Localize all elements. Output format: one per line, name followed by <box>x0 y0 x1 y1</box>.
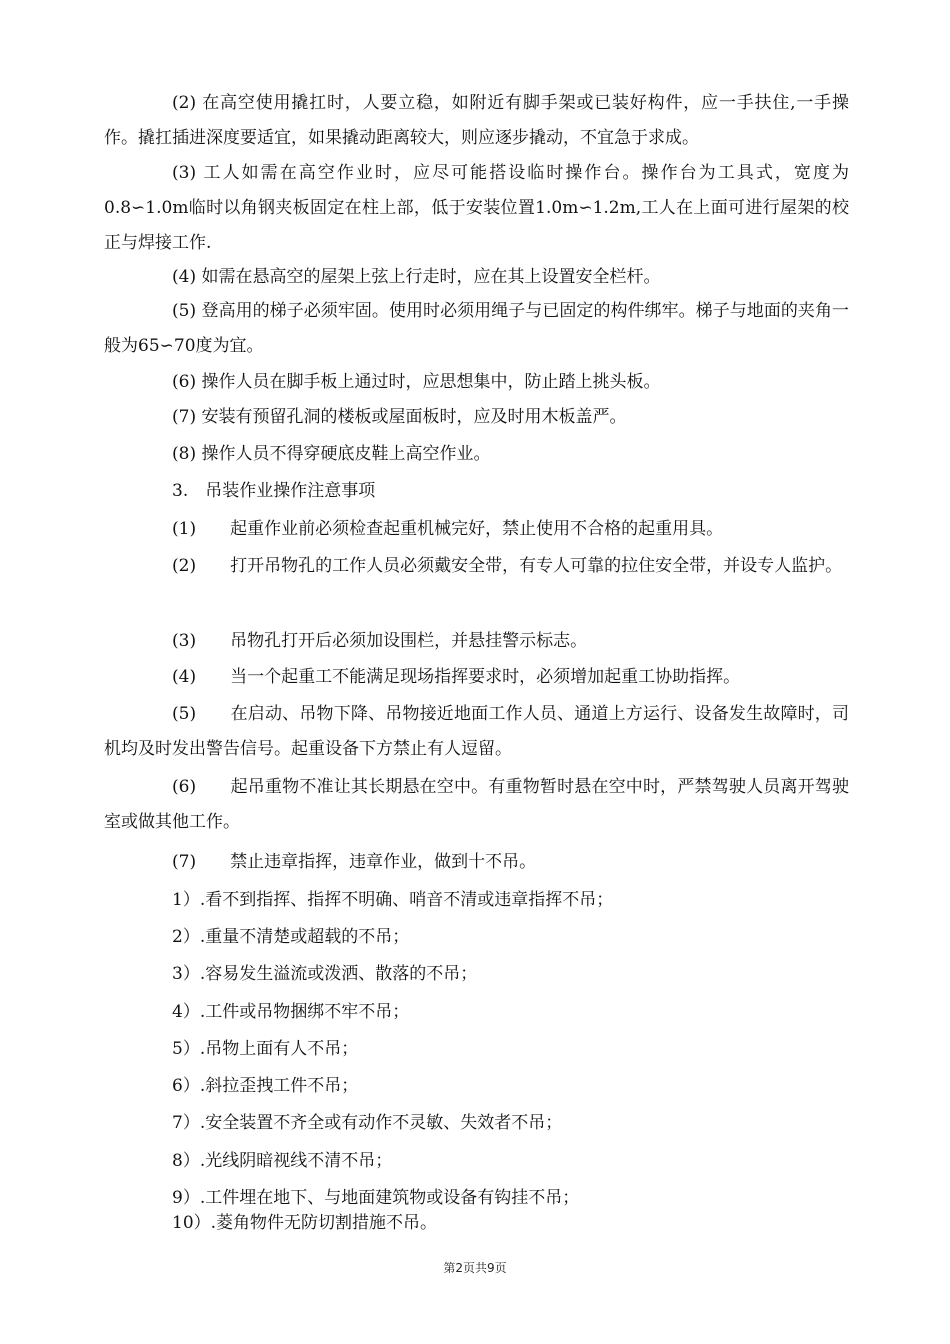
rule-item-9: 9）.工件埋在地下、与地面建筑物或设备有钩挂不吊； <box>172 1188 580 1208</box>
rule-item-4: 4）.工件或吊物捆绑不牢不吊； <box>172 1002 410 1022</box>
rule-item-8: 8）.光线阴暗视线不清不吊； <box>172 1151 393 1171</box>
rule-item-1: 1）.看不到指挥、指挥不明确、哨音不清或违章指挥不吊； <box>172 890 614 910</box>
paragraph-item-7: (7) 安装有预留孔洞的楼板或屋面板时，应及时用木板盖严。 <box>172 407 627 427</box>
lifting-item-6: (6) 起吊重物不准让其长期悬在空中。有重物暂时悬在空中时，严禁驾驶人员离开驾驶室或做其他工作。 <box>104 777 849 832</box>
section-heading: 3. 吊装作业操作注意事项 <box>172 481 376 501</box>
rule-item-10: 10）.菱角物件无防切割措施不吊。 <box>172 1213 438 1233</box>
lifting-item-1: (1) 起重作业前必须检查起重机械完好，禁止使用不合格的起重用具。 <box>172 519 724 539</box>
paragraph-item-2: (2) 在高空使用撬扛时，人要立稳，如附近有脚手架或已装好构件，应一手扶住,一手操作。撬扛插进深度要适宜，如果撬动距离较大，则应逐步撬动，不宜急于求成。 <box>104 93 849 148</box>
lifting-item-4: (4) 当一个起重工不能满足现场指挥要求时，必须增加起重工协助指挥。 <box>172 667 741 687</box>
rule-item-3: 3）.容易发生溢流或泼洒、散落的不吊； <box>172 964 478 984</box>
rule-item-6: 6）.斜拉歪拽工件不吊； <box>172 1076 359 1096</box>
lifting-item-2: (2) 打开吊物孔的工作人员必须戴安全带，有专人可靠的拉住安全带，并设专人监护。 <box>172 556 843 576</box>
paragraph-item-4: (4) 如需在悬高空的屋架上弦上行走时，应在其上设置安全栏杆。 <box>172 267 661 287</box>
rule-item-7: 7）.安全装置不齐全或有动作不灵敏、失效者不吊； <box>172 1113 563 1133</box>
rule-item-5: 5）.吊物上面有人不吊； <box>172 1039 359 1059</box>
page-number-footer: 第2页共9页 <box>443 1261 507 1275</box>
paragraph-item-6: (6) 操作人员在脚手板上通过时，应思想集中，防止踏上挑头板。 <box>172 372 661 392</box>
lifting-item-5: (5) 在启动、吊物下降、吊物接近地面工作人员、通道上方运行、设备发生故障时，司机均及时发出警告信号。起重设备下方禁止有人逗留。 <box>104 704 849 759</box>
paragraph-item-3: (3) 工人如需在高空作业时，应尽可能搭设临时操作台。操作台为工具式，宽度为0.8∽1.0m临时以角钢夹板固定在柱上部，低于安装位置1.0m∽1.2m,工人在上面可进行屋架的校正与焊接工作. <box>104 163 849 253</box>
paragraph-item-8: (8) 操作人员不得穿硬底皮鞋上高空作业。 <box>172 444 491 464</box>
paragraph-item-5: (5) 登高用的梯子必须牢固。使用时必须用绳子与已固定的构件绑牢。梯子与地面的夹角一般为65∽70度为宜。 <box>104 301 849 356</box>
rule-item-2: 2）.重量不清楚或超载的不吊； <box>172 927 410 947</box>
lifting-item-3: (3) 吊物孔打开后必须加设围栏，并悬挂警示标志。 <box>172 631 588 651</box>
lifting-item-7: (7) 禁止违章指挥，违章作业，做到十不吊。 <box>172 852 537 872</box>
